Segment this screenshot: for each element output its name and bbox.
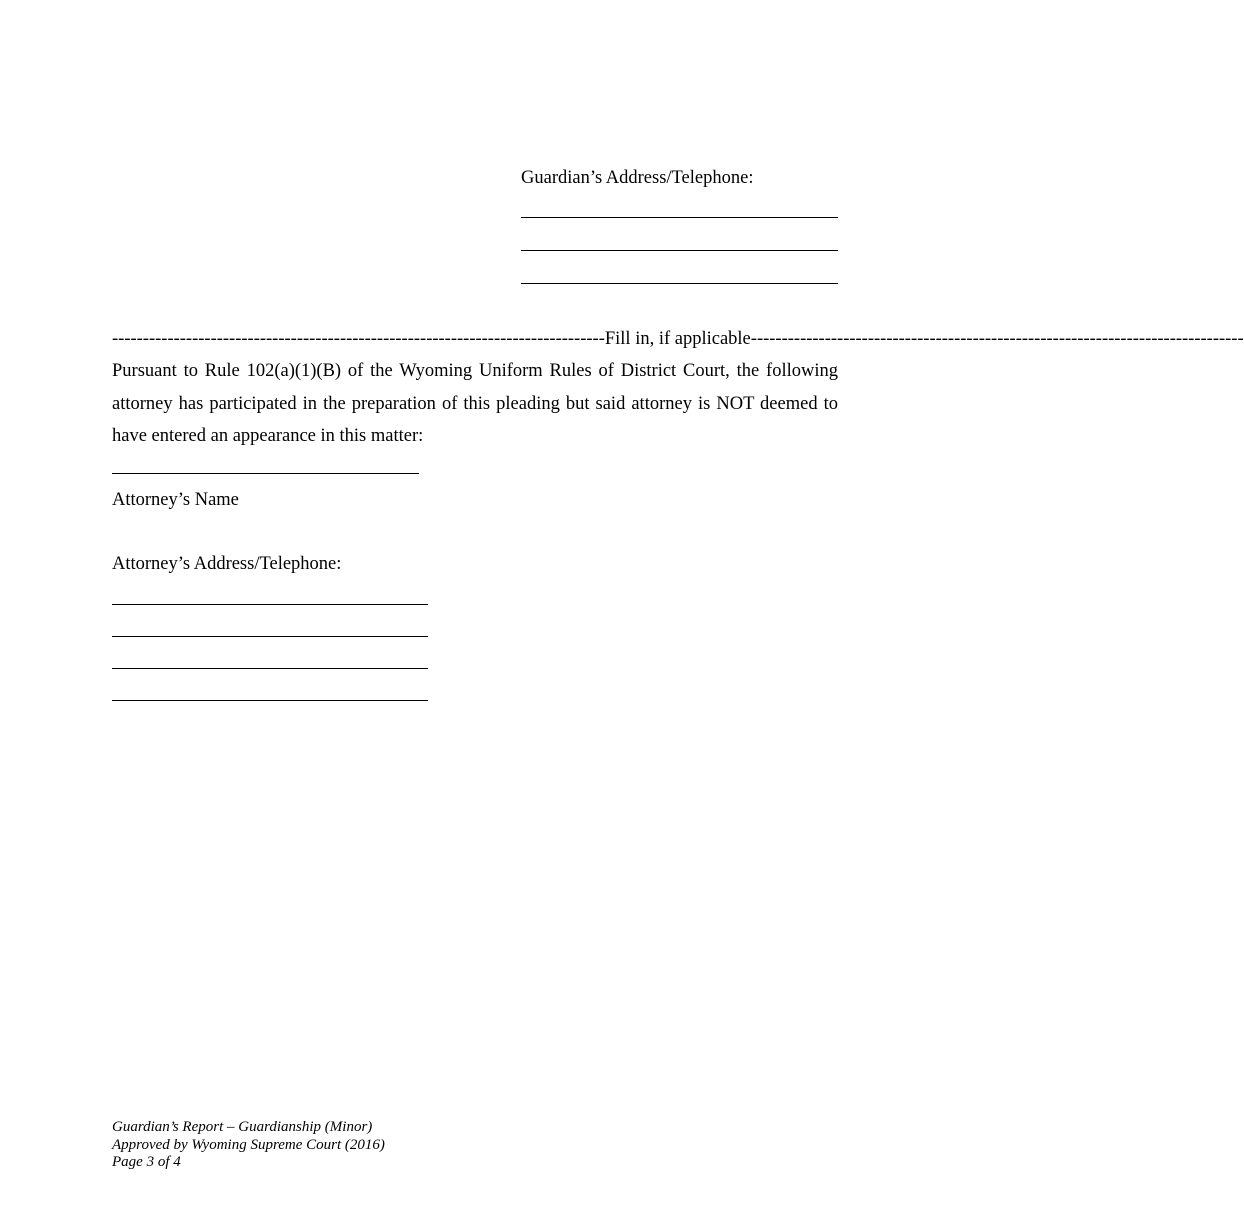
attorney-notice-paragraph: Pursuant to Rule 102(a)(1)(B) of the Wyoming Uniform Rules of District Court, the following attorney has participated in the preparation of this pleading but said attorney is NOT deemed to have entered an appearance in this matter: — [112, 361, 838, 446]
separator-dashes-right: -------------------------------------------------------------------------------- — [750, 329, 1244, 349]
attorney-address-line-1[interactable] — [112, 604, 428, 605]
footer-form-title: Guardian’s Report – Guardianship (Minor) — [112, 1119, 373, 1135]
attorney-address-line-2[interactable] — [112, 636, 428, 637]
separator-dashes-left: -------------------------------------------------------------------------------- — [112, 329, 605, 349]
fill-in-separator — [112, 328, 1244, 350]
attorney-name-line[interactable] — [112, 473, 419, 474]
attorney-name-label: Attorney’s Name — [112, 490, 239, 510]
guardian-address-line-3[interactable] — [521, 283, 838, 284]
guardian-address-label: Guardian’s Address/Telephone: — [521, 168, 754, 188]
guardian-address-line-2[interactable] — [521, 250, 838, 251]
guardian-address-line-1[interactable] — [521, 217, 838, 218]
attorney-address-line-3[interactable] — [112, 668, 428, 669]
footer-approval: Approved by Wyoming Supreme Court (2016) — [112, 1136, 385, 1153]
attorney-address-label: Attorney’s Address/Telephone: — [112, 554, 342, 574]
page-footer — [112, 1119, 385, 1172]
footer-page-number: Page 3 of 4 — [112, 1154, 181, 1170]
fill-in-label: Fill in, if applicable — [604, 329, 751, 349]
attorney-address-line-4[interactable] — [112, 700, 428, 701]
